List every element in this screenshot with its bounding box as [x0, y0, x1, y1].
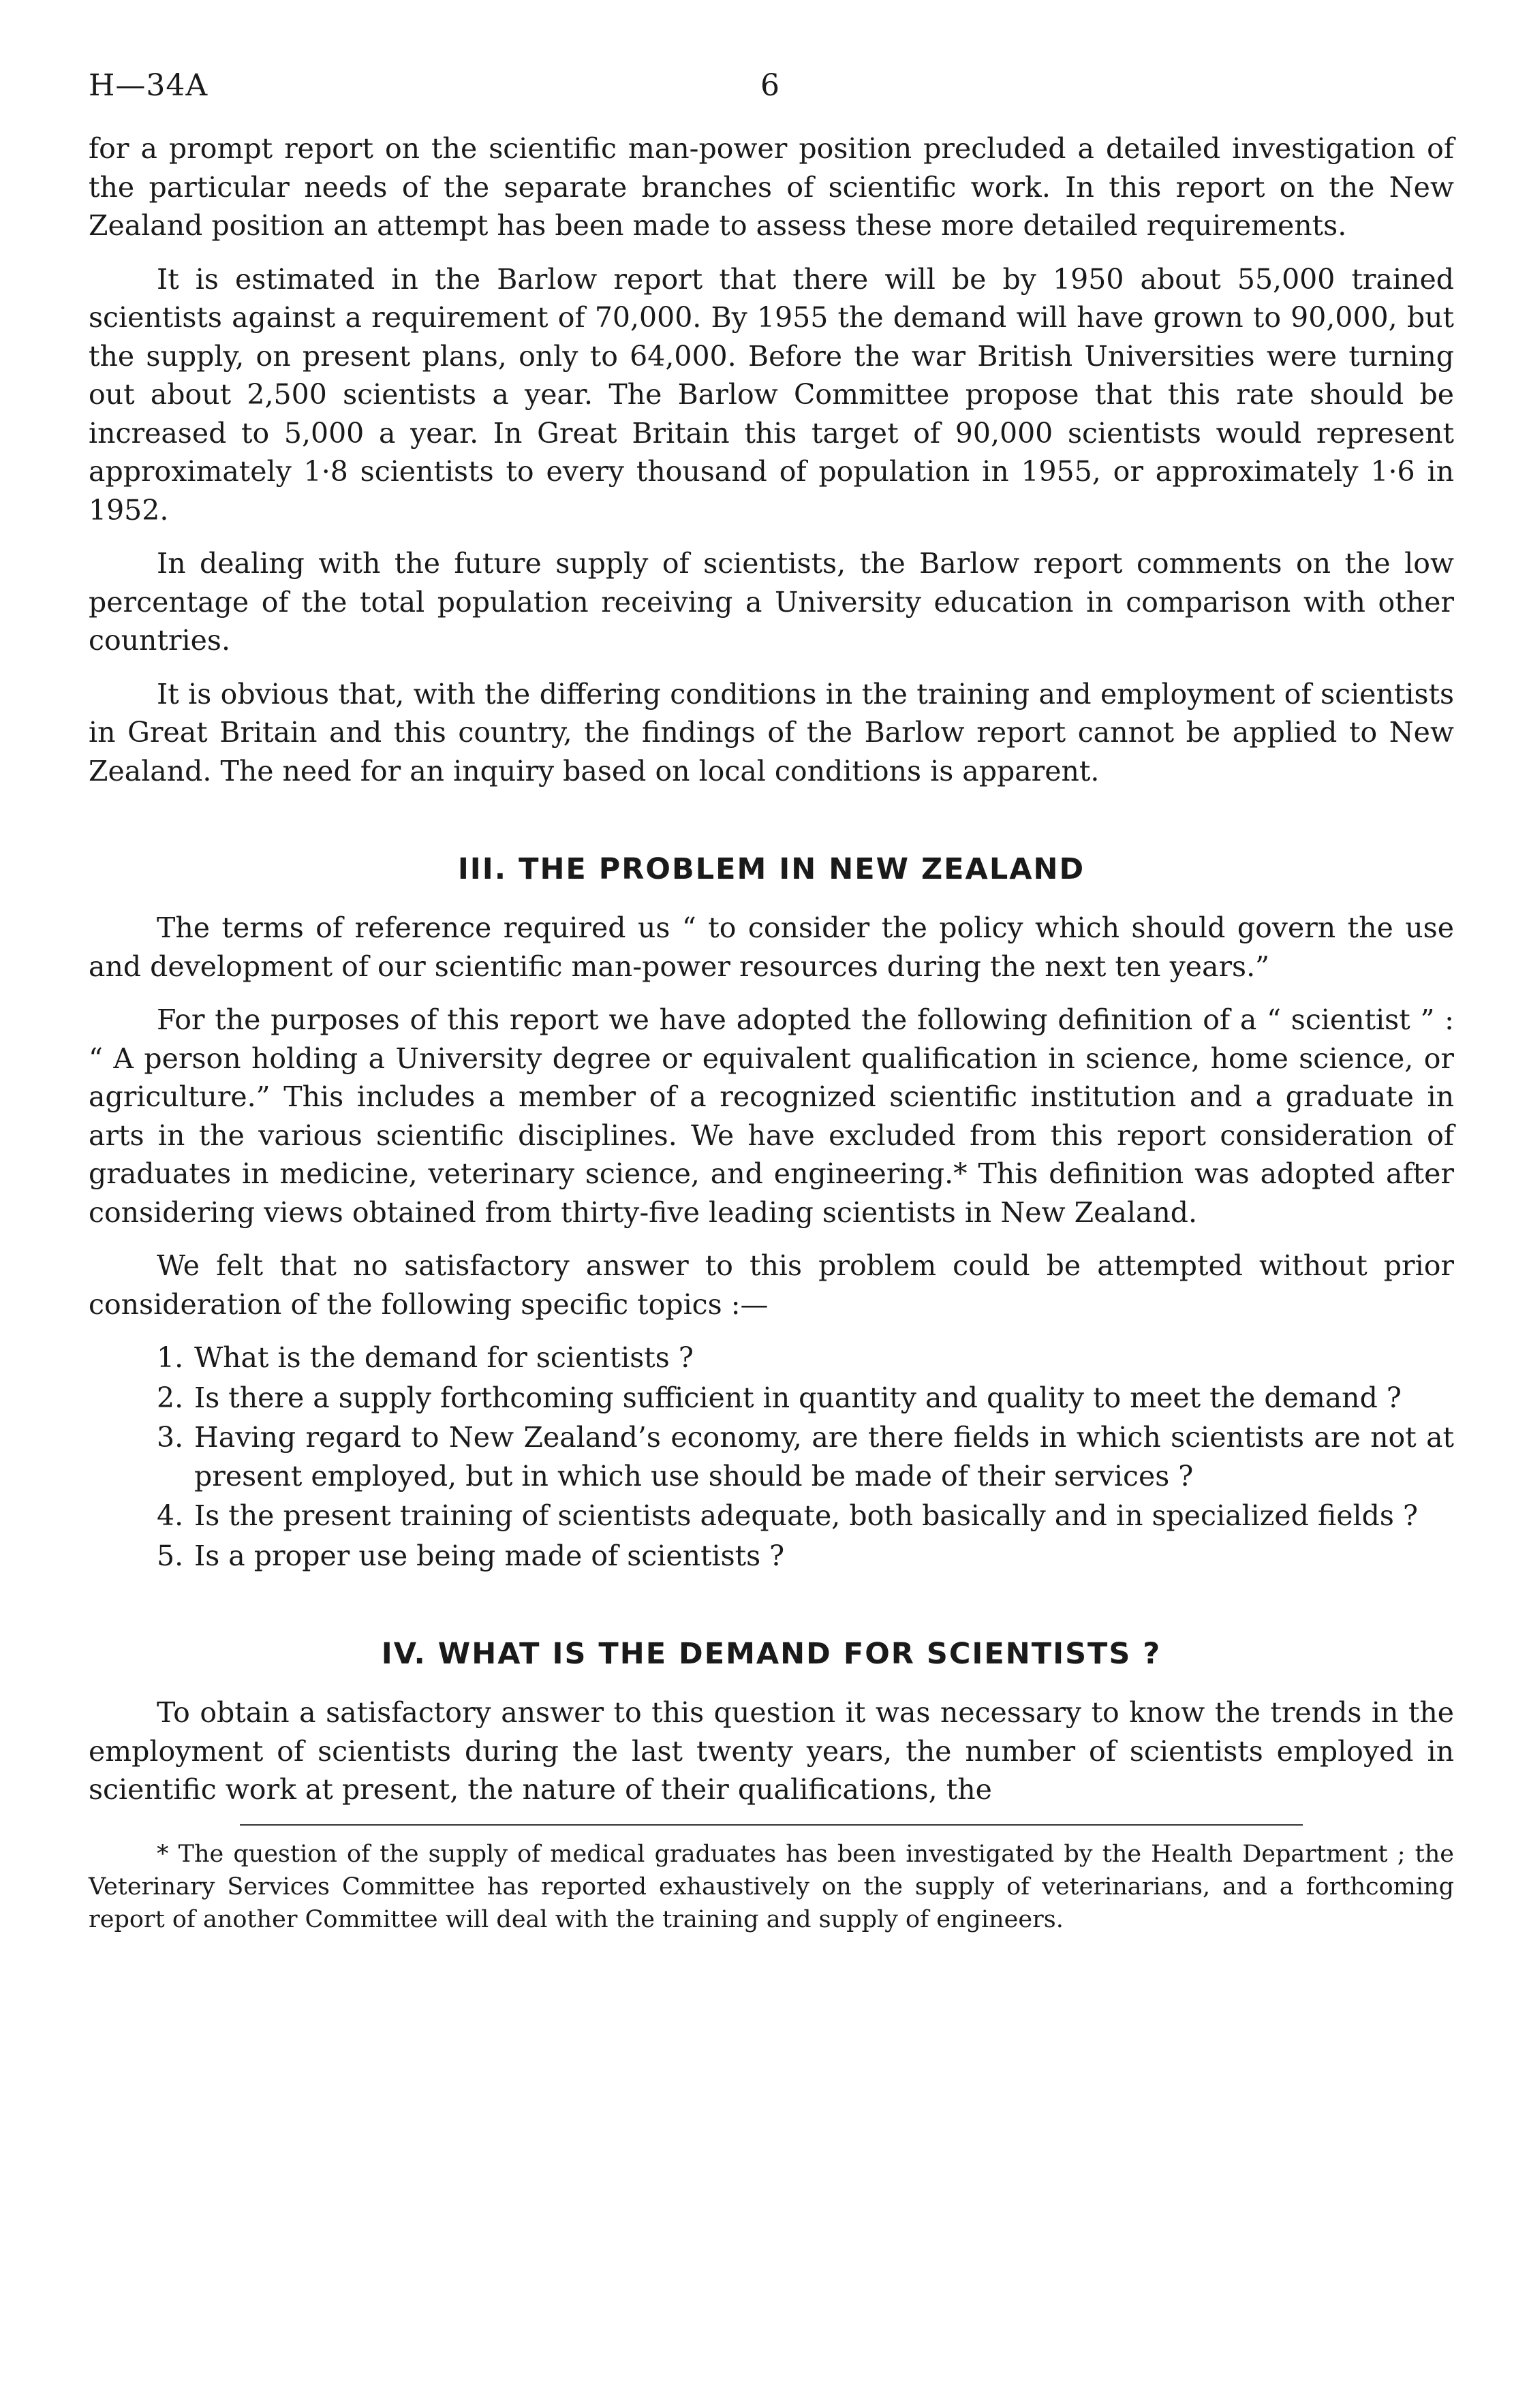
list-item-text: Is a proper use being made of scientists ? [194, 1539, 785, 1572]
list-item-text: Is there a supply forthcoming sufficient in quantity and quality to meet the demand ? [194, 1381, 1402, 1414]
paragraph: It is obvious that, with the differing conditions in the training and employment of scientists in Great Britain and this country, the findings of the Barlow report cannot be applied to New Zealand. The need for an inquiry based on local conditions is apparent. [89, 677, 1454, 787]
footnote-divider [240, 1824, 1303, 1826]
list-item [89, 1339, 1454, 1377]
paragraph: for a prompt report on the scientific man-power position precluded a detailed investigation of the particular needs of the separate branches of scientific work. In this report on the New Zealand position an attempt has been made to assess these more detailed requirements. [89, 132, 1454, 242]
paragraph: For the purposes of this report we have adopted the following definition of a “ scientist ” : “ A person holding a University degree or equivalent qualification in science, home science, or agriculture.” This includes a member of a recognized scientific institution and a graduate in arts in the various scientific disciplines. We have excluded from this report consideration of graduates in medicine, veterinary science, and engineering.* This definition was adopted after considering views obtained from thirty-five leading scientists in New Zealand. [89, 1003, 1454, 1229]
paragraph: To obtain a satisfactory answer to this question it was necessary to know the trends in the employment of scientists during the last twenty years, the number of scientists employed in scientific work at present, the nature of their qualifications, the [89, 1696, 1454, 1806]
list-item-number: 3. [157, 1421, 184, 1454]
document-reference: H—34A [89, 68, 208, 103]
list-item-number: 4. [157, 1499, 184, 1532]
paragraph: The terms of reference required us “ to consider the policy which should govern the use and development of our scientific man-power resources during the next ten years.” [89, 911, 1454, 983]
footnote [89, 1838, 1454, 1936]
list-item [89, 1418, 1454, 1495]
list-item-text: Having regard to New Zealand’s economy, are there fields in which scientists are not at present employed, but in which use should be made of their services ? [194, 1421, 1454, 1492]
document-page [89, 68, 1454, 1936]
paragraph: It is estimated in the Barlow report that there will be by 1950 about 55,000 trained scientists against a requirement of 70,000. By 1955 the demand will have grown to 90,000, but the supply, on present plans, only to 64,000. Before the war British Universities were turning out about 2,500 scientists a year. The Barlow Committee propose that this rate should be increased to 5,000 a year. In Great Britain this target of 90,000 scientists would represent approximately 1·8 scientists to every thousand of population in 1955, or approximately 1·6 in 1952. [89, 262, 1454, 527]
list-item-text: Is the present training of scientists adequate, both basically and in specialized fields ? [194, 1499, 1418, 1532]
list-item-number: 5. [157, 1539, 184, 1572]
list-item-number: 2. [157, 1381, 184, 1414]
paragraph: In dealing with the future supply of scientists, the Barlow report comments on the low percentage of the total population receiving a University education in comparison with other countries. [89, 547, 1454, 657]
list-item [89, 1537, 1454, 1576]
list-item [89, 1379, 1454, 1418]
body-text [89, 129, 1454, 1809]
list-item-text: What is the demand for scientists ? [194, 1341, 694, 1374]
section-heading-demand: IV. WHAT IS THE DEMAND FOR SCIENTISTS ? [381, 1637, 1162, 1671]
list-item-number: 1. [157, 1341, 184, 1374]
section-heading-problem: III. THE PROBLEM IN NEW ZEALAND [457, 852, 1085, 886]
page-number: 6 [760, 68, 779, 103]
paragraph: We felt that no satisfactory answer to this problem could be attempted without prior consideration of the following specific topics :— [89, 1249, 1454, 1321]
topics-list [89, 1339, 1454, 1575]
page-header [89, 68, 1454, 129]
list-item [89, 1497, 1454, 1535]
footnote-text: * The question of the supply of medical graduates has been investigated by the Health Department ; the Veterinary Services Committee has reported exhaustively on the supply of veterinarians, and a forthcoming report of another Committee will deal with the training and supply of engineers. [89, 1840, 1454, 1933]
